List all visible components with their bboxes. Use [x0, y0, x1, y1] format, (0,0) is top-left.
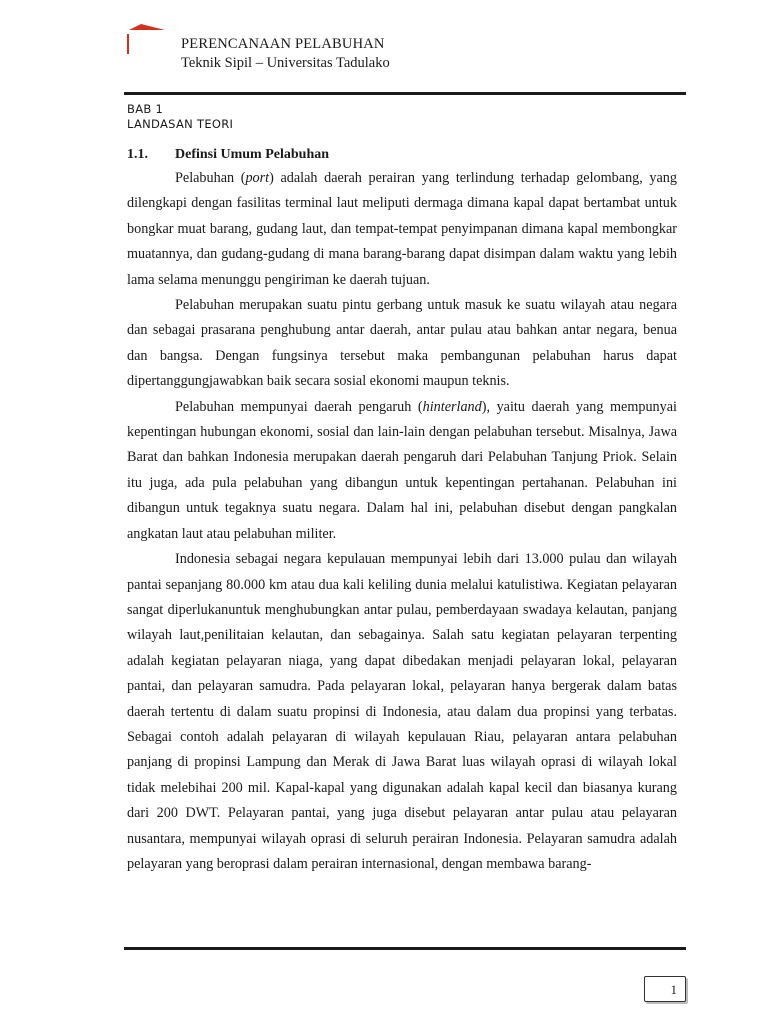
footer-divider [124, 947, 686, 950]
paragraph-1-text-a: Pelabuhan ( [175, 170, 246, 186]
header-title: PERENCANAAN PELABUHAN [181, 36, 385, 52]
section-number: 1.1. [127, 147, 148, 162]
paragraph-2: Pelabuhan merupakan suatu pintu gerbang untuk masuk ke suatu wilayah atau negara dan sebagai prasarana penghubung antar daerah, antar pulau atau bahkan antar negara, benua dan bangsa. Dengan fungsinya tersebut maka pembangunan pelabuhan harus dapat dipertanggungjawabkan baik secara sosial ekonomi maupun teknis. [127, 297, 677, 390]
paragraph-3 [127, 395, 677, 547]
page-number: 1 [644, 976, 686, 1002]
section-heading [127, 147, 329, 163]
chapter-title: LANDASAN TEORI [127, 117, 234, 131]
paragraph-1-text-b: ) adalah daerah perairan yang terlindung terhadap gelombang, yang dilengkapi dengan fasilitas terminal laut meliputi dermaga dimana kapal dapat bertambat untuk bongkar muat barang, gudang laut, dan tempat-tempat penyimpanan dimana kapal membongkar muatannya, dan gudang-gudang di mana barang-barang dapat disimpan dalam waktu yang lebih lama selama menunggu pengiriman ke daerah tujuan. [127, 170, 677, 288]
header-divider [124, 92, 686, 95]
header-subtitle: Teknik Sipil – Universitas Tadulako [181, 55, 390, 71]
paragraph-3-text-a: Pelabuhan mempunyai daerah pengaruh ( [175, 398, 423, 415]
paragraph-1 [127, 166, 677, 293]
paragraph-1-italic-term: port [245, 170, 270, 186]
paragraph-3-italic-term: hinterland [422, 398, 482, 415]
paragraph-4: Indonesia sebagai negara kepulauan mempunyai lebih dari 13.000 pulau dan wilayah pantai sepanjang 80.000 km atau dua kali keliling dunia melalui katulistiwa. Kegiatan pelayaran sangat diperlukanuntuk menghubungkan antar pulau, pemberdayaan swadaya kelautan, panjang wilayah laut,penilitaian kelautan, dan sebagainya. Salah satu kegiatan pelayaran terpenting adalah kegiatan pelayaran niaga, yang dapat dibedakan menjadi pelayaran lokal, pelayaran pantai, dan pelayaran samudra. Pada pelayaran lokal, pelayaran hanya bergerak dalam batas daerah tertentu di dalam suatu propinsi di Indonesia, atau dalam dua propinsi yang terbatas. Sebagai contoh adalah pelayaran di wilayah kepulauan Riau, pelayaran antara pelabuhan panjang di propinsi Lampung dan Merak di Jawa Barat luas wilayah oprasi di wilayah lokal tidak melebihai 200 mil. Kapal-kapal yang digunakan adalah kapal kecil dan biasanya kurang dari 200 DWT. Pelayaran pantai, yang juga disebut pelayaran antar pulau atau pelayaran nusantara, mempunyai wilayah oprasi di seluruh perairan Indonesia. Pelayaran samudra adalah pelayaran yang beroprasi dalam perairan internasional, dengan membawa barang- [127, 551, 677, 872]
header-logo-icon [125, 22, 169, 58]
chapter-label: BAB 1 [127, 102, 164, 116]
section-title: Definsi Umum Pelabuhan [175, 147, 330, 162]
document-body [127, 166, 677, 877]
paragraph-3-text-b: ), yaitu daerah yang mempunyai kepentingan hubungan ekonomi, sosial dan lain-lain dengan pelabuhan tersebut. Misalnya, Jawa Barat dan bahkan Indonesia merupakan daerah pengaruh dari Pelabuhan Tanjung Priok. Selain itu juga, ada pula pelabuhan yang dibangun untuk kepentingan pertahanan. Pelabuhan ini dibangun untuk tegaknya suatu negara. Dalam hal ini, pelabuhan disebut dengan pangkalan angkatan laut atau pelabuhan militer. [127, 398, 677, 542]
